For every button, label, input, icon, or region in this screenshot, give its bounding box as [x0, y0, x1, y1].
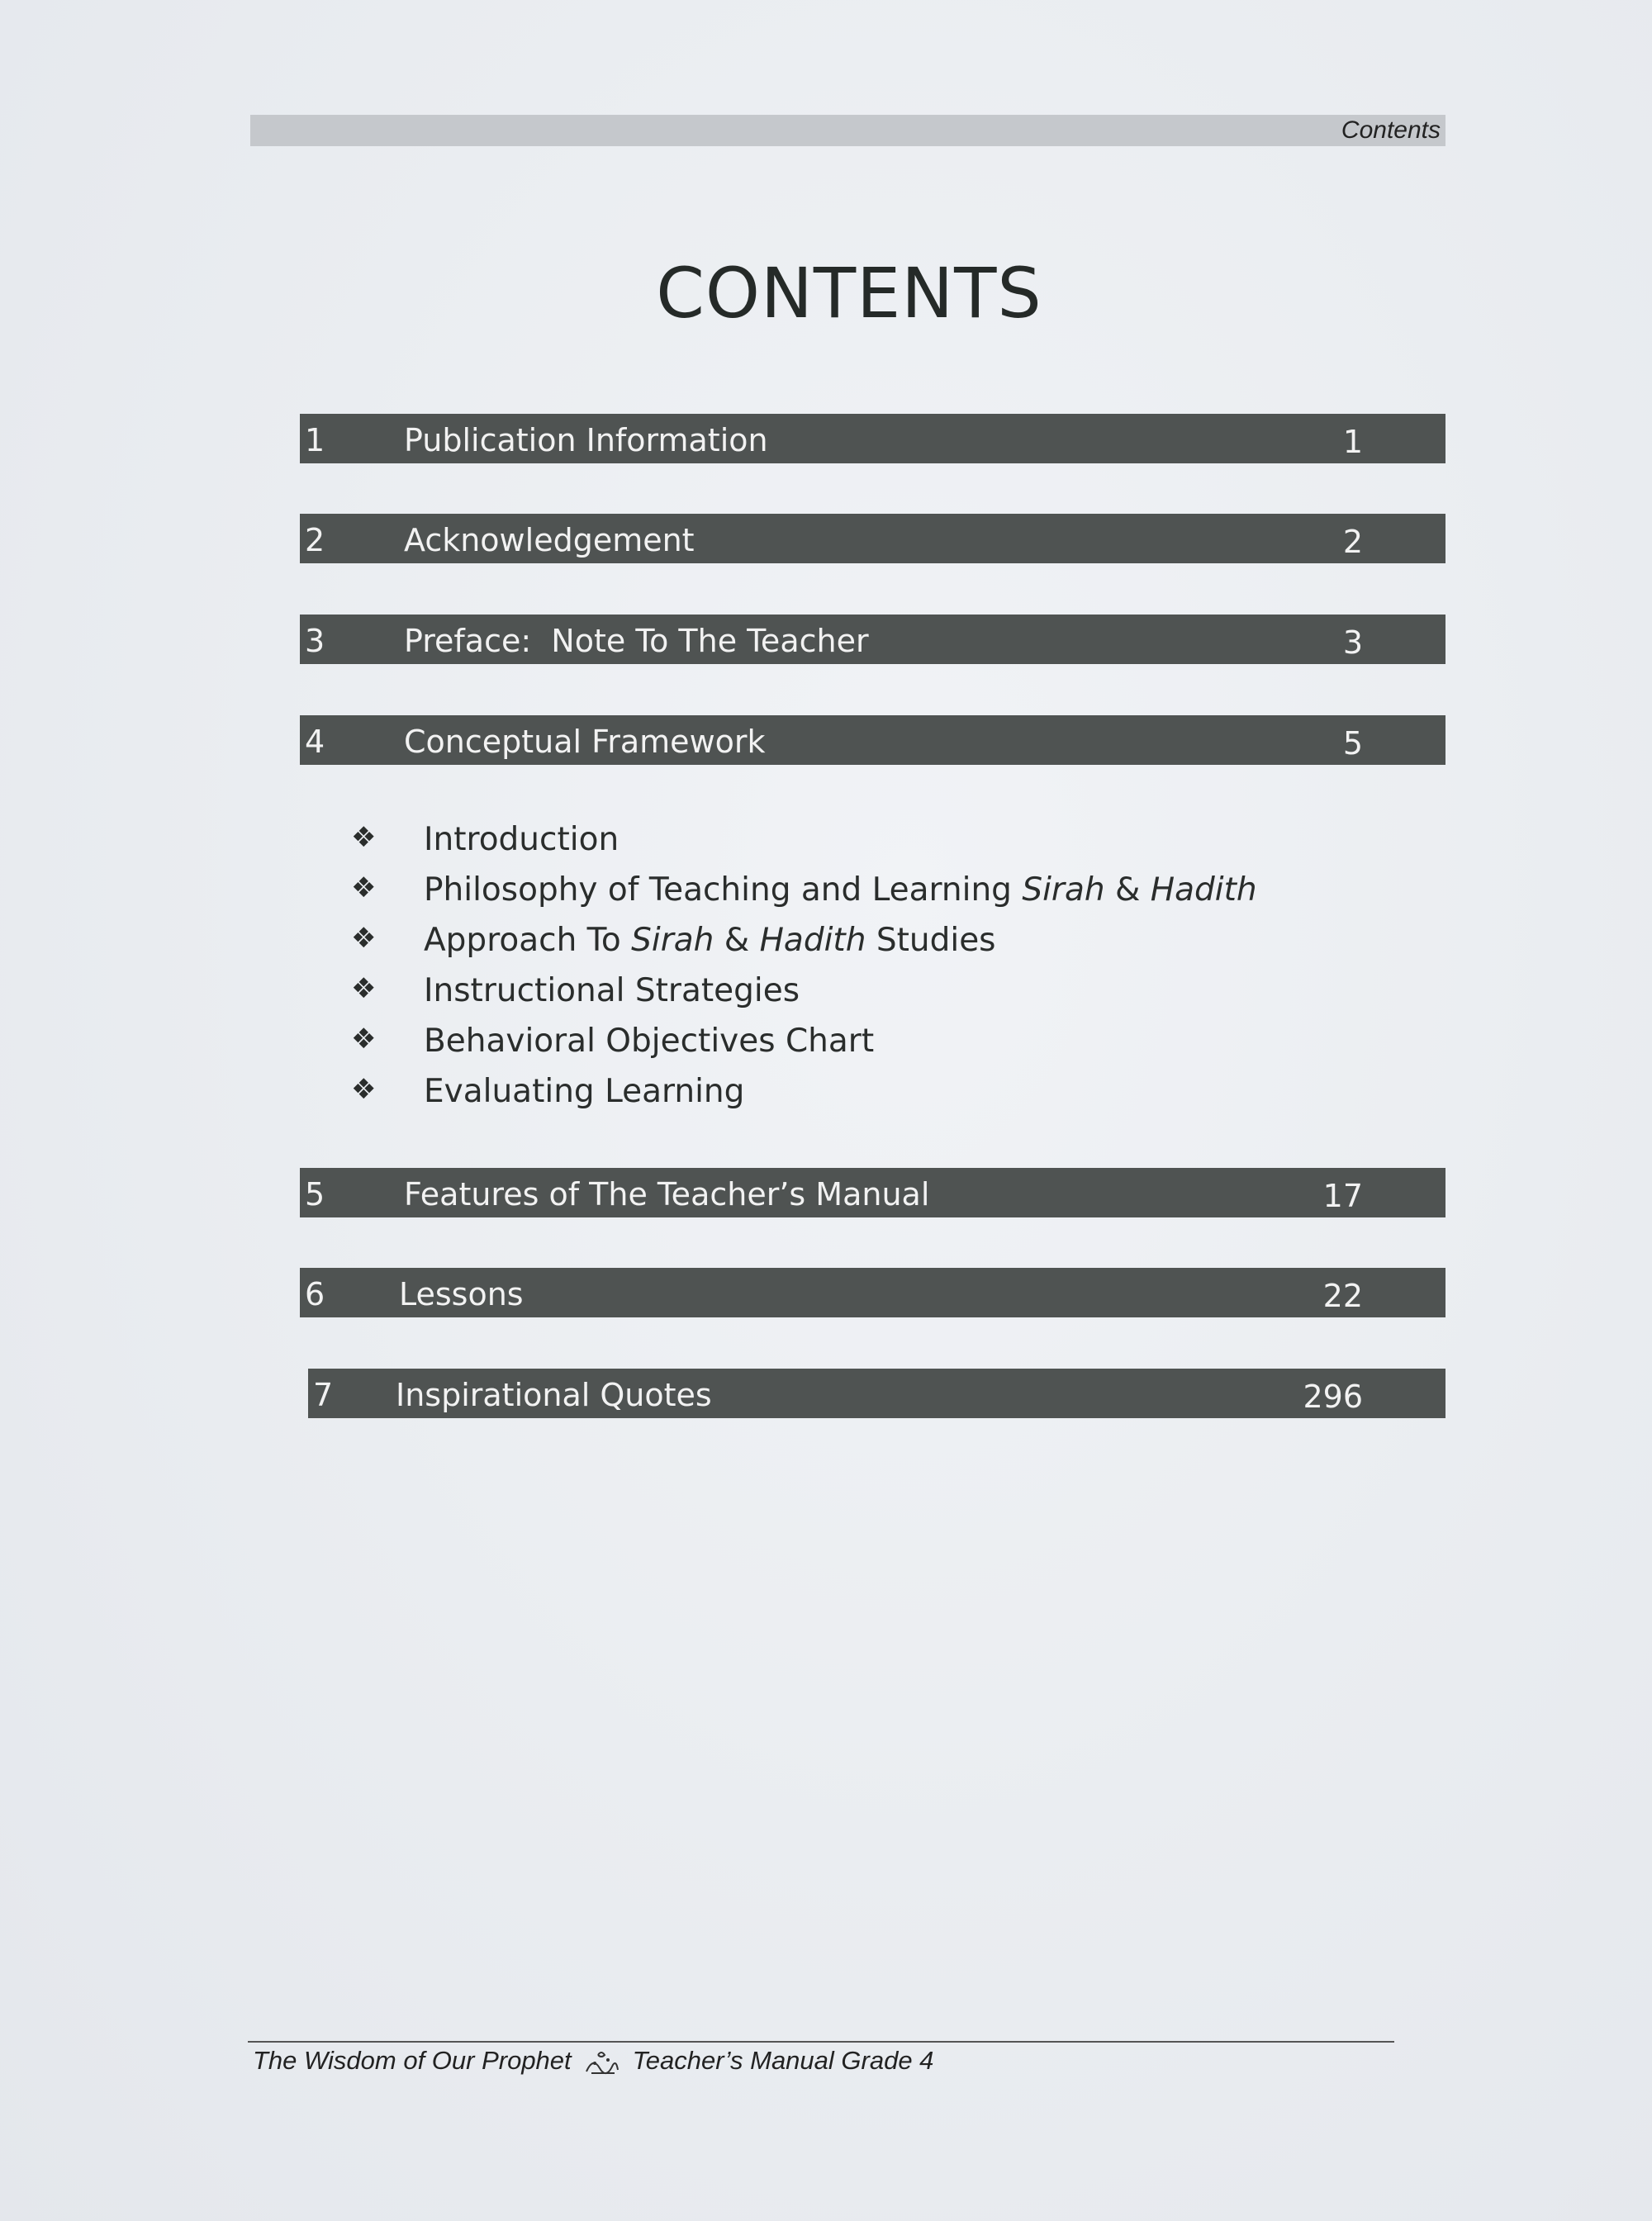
toc-entry-label: Conceptual Framework [404, 724, 766, 760]
diamond-bullet-icon: ❖ [351, 972, 377, 1005]
toc-entry-number: 6 [305, 1276, 325, 1312]
subsection-italic-term: Sirah [1022, 871, 1105, 909]
subsection-label [424, 871, 1257, 909]
toc-entry-number: 4 [305, 724, 325, 760]
subsection-italic-term: Hadith [759, 922, 866, 959]
toc-entry-features[interactable] [300, 1168, 1446, 1217]
subsection-text: & [714, 922, 760, 959]
footer [253, 2046, 933, 2076]
toc-entry-lessons[interactable] [300, 1268, 1446, 1317]
subsection-text: Studies [866, 922, 996, 959]
toc-entry-publication-information[interactable] [300, 414, 1446, 463]
toc-entry-page: 296 [1303, 1379, 1363, 1415]
subsection-label: Behavioral Objectives Chart [424, 1023, 875, 1060]
toc-entry-label: Lessons [399, 1276, 524, 1312]
subsection-text: & [1104, 871, 1151, 909]
subsection-label [424, 922, 996, 959]
toc-entry-page: 2 [1342, 524, 1363, 560]
toc-entry-label: Features of The Teacher’s Manual [404, 1176, 930, 1213]
toc-entry-number: 2 [305, 522, 325, 558]
toc-entry-page: 3 [1342, 624, 1363, 661]
subsection-label: Instructional Strategies [424, 972, 800, 1009]
diamond-bullet-icon: ❖ [351, 1073, 377, 1106]
subsection-italic-term: Sirah [631, 922, 714, 959]
footer-rule [248, 2041, 1394, 2043]
toc-entry-inspirational-quotes[interactable] [308, 1369, 1446, 1418]
diamond-bullet-icon: ❖ [351, 821, 377, 854]
toc-entry-preface[interactable] [300, 615, 1446, 664]
toc-entry-label: Acknowledgement [404, 522, 695, 558]
toc-entry-conceptual-framework[interactable] [300, 715, 1446, 765]
diamond-bullet-icon: ❖ [351, 871, 377, 904]
toc-entry-acknowledgement[interactable] [300, 514, 1446, 563]
toc-entry-label: Inspirational Quotes [396, 1377, 712, 1413]
toc-entry-page: 22 [1322, 1278, 1363, 1314]
toc-entry-number: 5 [305, 1176, 325, 1213]
diamond-bullet-icon: ❖ [351, 1023, 377, 1056]
toc-entry-label: Preface: Note To The Teacher [404, 623, 869, 659]
subsection-label: Introduction [424, 821, 620, 858]
running-header-label: Contents [1341, 116, 1441, 144]
page-title: CONTENTS [656, 253, 1042, 334]
calligraphy-seal-icon [583, 2048, 621, 2076]
toc-entry-number: 1 [305, 422, 325, 458]
diamond-bullet-icon: ❖ [351, 922, 377, 955]
running-header-bar [250, 115, 1446, 146]
subsection-text: Philosophy of Teaching and Learning [424, 871, 1023, 909]
toc-entry-number: 7 [313, 1377, 334, 1413]
toc-entry-page: 1 [1342, 424, 1363, 460]
toc-entry-page: 17 [1322, 1178, 1363, 1214]
footer-manual-title: Teacher’s Manual Grade 4 [632, 2046, 934, 2075]
toc-entry-page: 5 [1342, 725, 1363, 762]
toc-entry-label: Publication Information [404, 422, 768, 458]
footer-book-title: The Wisdom of Our Prophet [253, 2046, 572, 2075]
subsection-italic-term: Hadith [1150, 871, 1257, 909]
subsection-label: Evaluating Learning [424, 1073, 745, 1110]
subsection-text: Approach To [424, 922, 632, 959]
toc-entry-number: 3 [305, 623, 325, 659]
